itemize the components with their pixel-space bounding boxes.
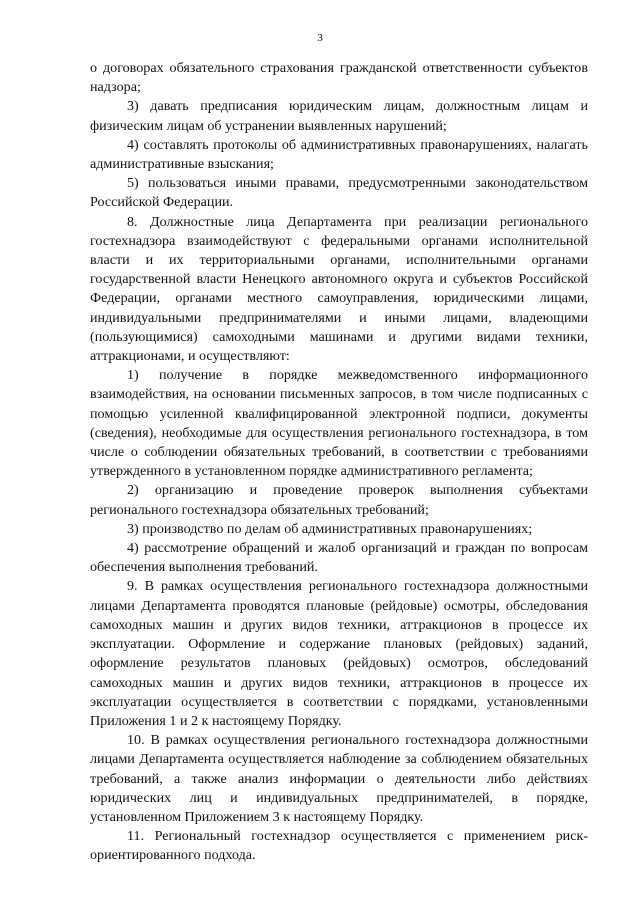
paragraph-section-9: 9. В рамках осуществления регионального гостехнадзора должностными лицами Департамента проводятся плановые (рейдовые) осмотры, обследования самоходных машин и других видов техники, аттракционов в процессе их эксплуатации. Оформление и содержание плановых (рейдовых) заданий, оформление результатов плановых (рейдовых) осмотров, обследований самоходных машин и других видов техники, аттракционов в процессе их эксплуатации осуществляется в соответствии с порядками, установленными Приложения 1 и 2 к настоящему Порядку. (90, 578, 588, 729)
paragraph-section-11: 11. Региональный гостехнадзор осуществляется с применением риск-ориентированного подхода. (90, 828, 588, 864)
paragraph-section-8-item-2: 2) организацию и проведение проверок выполнения субъектами регионального гостехнадзора обязательных требований; (90, 482, 588, 518)
document-body (90, 59, 588, 866)
paragraph-section-8-item-4: 4) рассмотрение обращений и жалоб организаций и граждан по вопросам обеспечения выполнения требований. (90, 540, 588, 576)
paragraph-section-8-item-1: 1) получение в порядке межведомственного информационного взаимодействия, на основании письменных запросов, в том числе подписанных с помощью усиленной квалифицированной электронной подписи, документы (сведения), необходимые для осуществления регионального гостехнадзора, в том числе о соблюдении обязательных требований, в соответствии с требованиями утвержденного в установленном порядке административного регламента; (90, 367, 588, 480)
paragraph-item-5-other-rights: 5) пользоваться иными правами, предусмотренными законодательством Российской Федерации. (90, 175, 588, 211)
paragraph-section-10: 10. В рамках осуществления регионального гостехнадзора должностными лицами Департамента осуществляется наблюдение за соблюдением обязательных требований, а также анализ информации о деятельности либо действиях юридических лиц и индивидуальных предпринимателей, в порядке, установленном Приложением 3 к настоящему Порядку. (90, 732, 588, 825)
paragraph-section-8-item-3: 3) производство по делам об административных правонарушениях; (127, 520, 533, 537)
paragraph-section-8: 8. Должностные лица Департамента при реализации регионального гостехнадзора взаимодействуют с федеральными органами исполнительной власти и их территориальными органами, исполнительными органами государственной власти Ненецкого автономного округа и субъектов Российской Федерации, органами местного самоуправления, юридическими лицами, индивидуальными предпринимателями и иными лицами, владеющими (пользующимися) самоходными машинами и другими видами техники, аттракционами, и осуществляют: (90, 213, 588, 365)
page-number: 3 (317, 32, 323, 44)
paragraph-item-3-orders: 3) давать предписания юридическим лицам, должностным лицам и физическим лицам об устранении выявленных нарушений; (90, 98, 588, 134)
paragraph-insurance-continuation: о договорах обязательного страхования гражданской ответственности субъектов надзора; (90, 60, 588, 96)
paragraph-item-4-protocols: 4) составлять протоколы об административных правонарушениях, налагать административные взыскания; (90, 136, 588, 173)
